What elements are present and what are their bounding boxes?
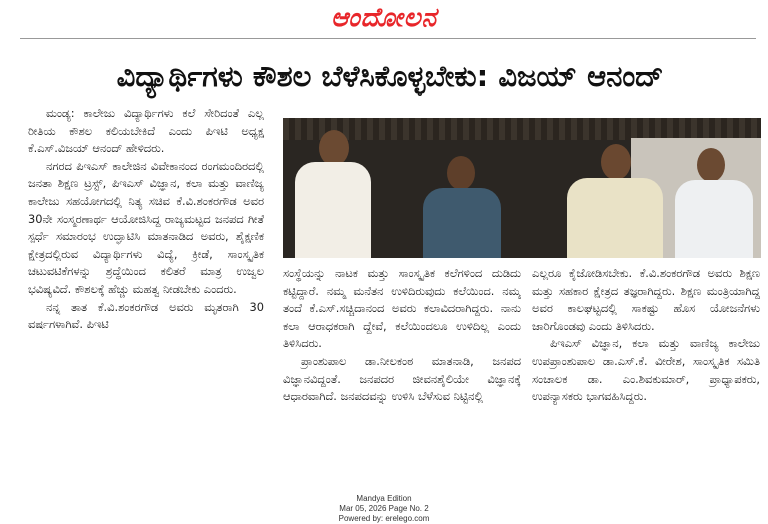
article-column-2	[283, 265, 521, 505]
paragraph: ನನ್ನ ತಾತ ಕೆ.ವಿ.ಶಂಕರಗೌಡ ಅವರು ಮೃತರಾಗಿ 30 ವರ್ಷಗಳಾಗಿವೆ. ಪಿಇಟಿ	[28, 299, 264, 332]
person-2	[423, 118, 503, 258]
person-3	[563, 118, 663, 258]
date-page-label: Mar 05, 2026 Page No. 2	[339, 504, 429, 513]
person-4	[671, 118, 755, 258]
powered-by-label: Powered by: erelego.com	[338, 514, 430, 523]
masthead-divider	[20, 38, 756, 39]
masthead	[0, 0, 768, 38]
article-column-1	[28, 105, 264, 485]
newspaper-logo: ಆಂದೋಲನ	[331, 3, 437, 33]
paragraph: ನಗರದ ಪಿಇಎಸ್ ಕಾಲೇಜಿನ ವಿವೇಕಾನಂದ ರಂಗಮಂದಿರದಲ್ಲಿ ಜನತಾ ಶಿಕ್ಷಣ ಟ್ರಸ್ಟ್, ಪಿಇಎಸ್ ವಿಜ್ಞಾನ, ಕಲಾ ಮತ್ತು ವಾಣಿಜ್ಯ ಕಾಲೇಜು ಸಹಯೋಗದಲ್ಲಿ ನಿತ್ಯ ಸಚಿವ ಕೆ.ವಿ.ಶಂಕರಗೌಡ ಅವರ 30ನೇ ಸಂಸ್ಮರಣಾರ್ಥ ಆಯೋಜಿಸಿದ್ದ ರಾಜ್ಯಮಟ್ಟದ ಜನಪದ ಗೀತೆ ಸ್ಪರ್ಧೆ ಸಮಾರಂಭ ಉದ್ಘಾಟಿಸಿ ಮಾತನಾಡಿದ ಅವರು, ಶೈಕ್ಷಣಿಕ ಕ್ಷೇತ್ರದಲ್ಲಿರುವ ವಿದ್ಯಾರ್ಥಿಗಳು ವಿದ್ಯೆ, ಕ್ರೀಡೆ, ಸಾಂಸ್ಕೃತಿಕ ಚಟುವಟಿಕೆಗಳನ್ನು ಶ್ರದ್ಧೆಯಿಂದ ಕಲಿತರೆ ಮಾತ್ರ ಉಜ್ವಲ ಭವಿಷ್ಯವಿದೆ. ಕೌಶಲಕ್ಕೆ ಹೆಚ್ಚು ಮಹತ್ವ ನೀಡಬೇಕು ಎಂದರು.	[28, 158, 264, 296]
paragraph: ಸಂಸ್ಥೆಯನ್ನು ನಾಟಕ ಮತ್ತು ಸಾಂಸ್ಕೃತಿಕ ಕಲೆಗಳಿಂದ ದುಡಿದು ಕಟ್ಟಿದ್ದಾರೆ. ನಮ್ಮ ಮನೆತನ ಉಳಿದಿರುವುದು ಕಲೆಯಿಂದ. ನಮ್ಮ ತಂದೆ ಕೆ.ಎಸ್.ಸಚ್ಚಿದಾನಂದ ಅವರು ಕಲಾವಿದರಾಗಿದ್ದರು. ನಾನು ಕಲಾ ಆರಾಧಕರಾಗಿ ದ್ದೇವೆ, ಕಲೆಯಿಂದಲೂ ಉಳಿದಿಲ್ಲ ಎಂದು ತಿಳಿಸಿದರು.	[283, 266, 521, 351]
paragraph: ಮಂಡ್ಯ: ಕಾಲೇಜು ವಿದ್ಯಾರ್ಥಿಗಳು ಕಲೆ ಸೇರಿದಂತೆ ಎಲ್ಲ ರೀತಿಯ ಕೌಶಲ ಕಲಿಯಬೇಕಿದೆ ಎಂದು ಪಿಇಟಿ ಅಧ್ಯಕ್ಷ ಕೆ.ಎಸ್.ವಿಜಯ್ ಆನಂದ್ ಹೇಳಿದರು.	[28, 106, 264, 156]
paragraph: ಪ್ರಾಂಶುಪಾಲ ಡಾ.ನೀಲಕಂಠ ಮಾತನಾಡಿ, ಜನಪದ ವಿಜ್ಞಾನವಿದ್ದಂತೆ. ಜನಪದರ ಜೀವನಶೈಲಿಯೇ ವಿಜ್ಞಾನಕ್ಕೆ ಆಧಾರವಾಗಿದೆ. ಜನಪದವನ್ನು ಉಳಿಸಿ ಬೆಳೆಸುವ ನಿಟ್ಟಿನಲ್ಲಿ	[283, 353, 521, 404]
person-1	[291, 118, 371, 258]
edition-label: Mandya Edition	[356, 494, 412, 503]
article-column-3	[532, 265, 760, 505]
paragraph: ಪಿಇಎಸ್ ವಿಜ್ಞಾನ, ಕಲಾ ಮತ್ತು ವಾಣಿಜ್ಯ ಕಾಲೇಜು ಉಪಪ್ರಾಂಶುಪಾಲ ಡಾ.ಎಸ್.ಕೆ. ವೀರೇಶ, ಸಾಂಸ್ಕೃತಿಕ ಸಮಿತಿ ಸಂಚಾಲಕ ಡಾ. ಎಂ.ಶಿವಕುಮಾರ್, ಪ್ರಾಧ್ಯಾಪಕರು, ಉಪನ್ಯಾಸಕರು ಭಾಗವಹಿಸಿದ್ದರು.	[532, 336, 760, 404]
article-headline: ವಿದ್ಯಾರ್ಥಿಗಳು ಕೌಶಲ ಬೆಳೆಸಿಕೊಳ್ಳಬೇಕು: ವಿಜಯ್ ಆನಂದ್	[116, 59, 664, 93]
article-photo	[283, 118, 761, 258]
paragraph: ಎಲ್ಲರೂ ಕೈಜೋಡಿಸಬೇಕು. ಕೆ.ವಿ.ಶಂಕರಗೌಡ ಅವರು ಶಿಕ್ಷಣ ಮತ್ತು ಸಹಕಾರ ಕ್ಷೇತ್ರದ ತಜ್ಞರಾಗಿದ್ದರು. ಶಿಕ್ಷಣ ಮಂತ್ರಿಯಾಗಿದ್ದ ಅವರ ಕಾಲಘಟ್ಟದಲ್ಲಿ ಸಾಕಷ್ಟು ಹೊಸ ಯೋಜನೆಗಳು ಜಾರಿಗೊಂಡವು ಎಂದು ತಿಳಿಸಿದರು.	[532, 266, 760, 333]
